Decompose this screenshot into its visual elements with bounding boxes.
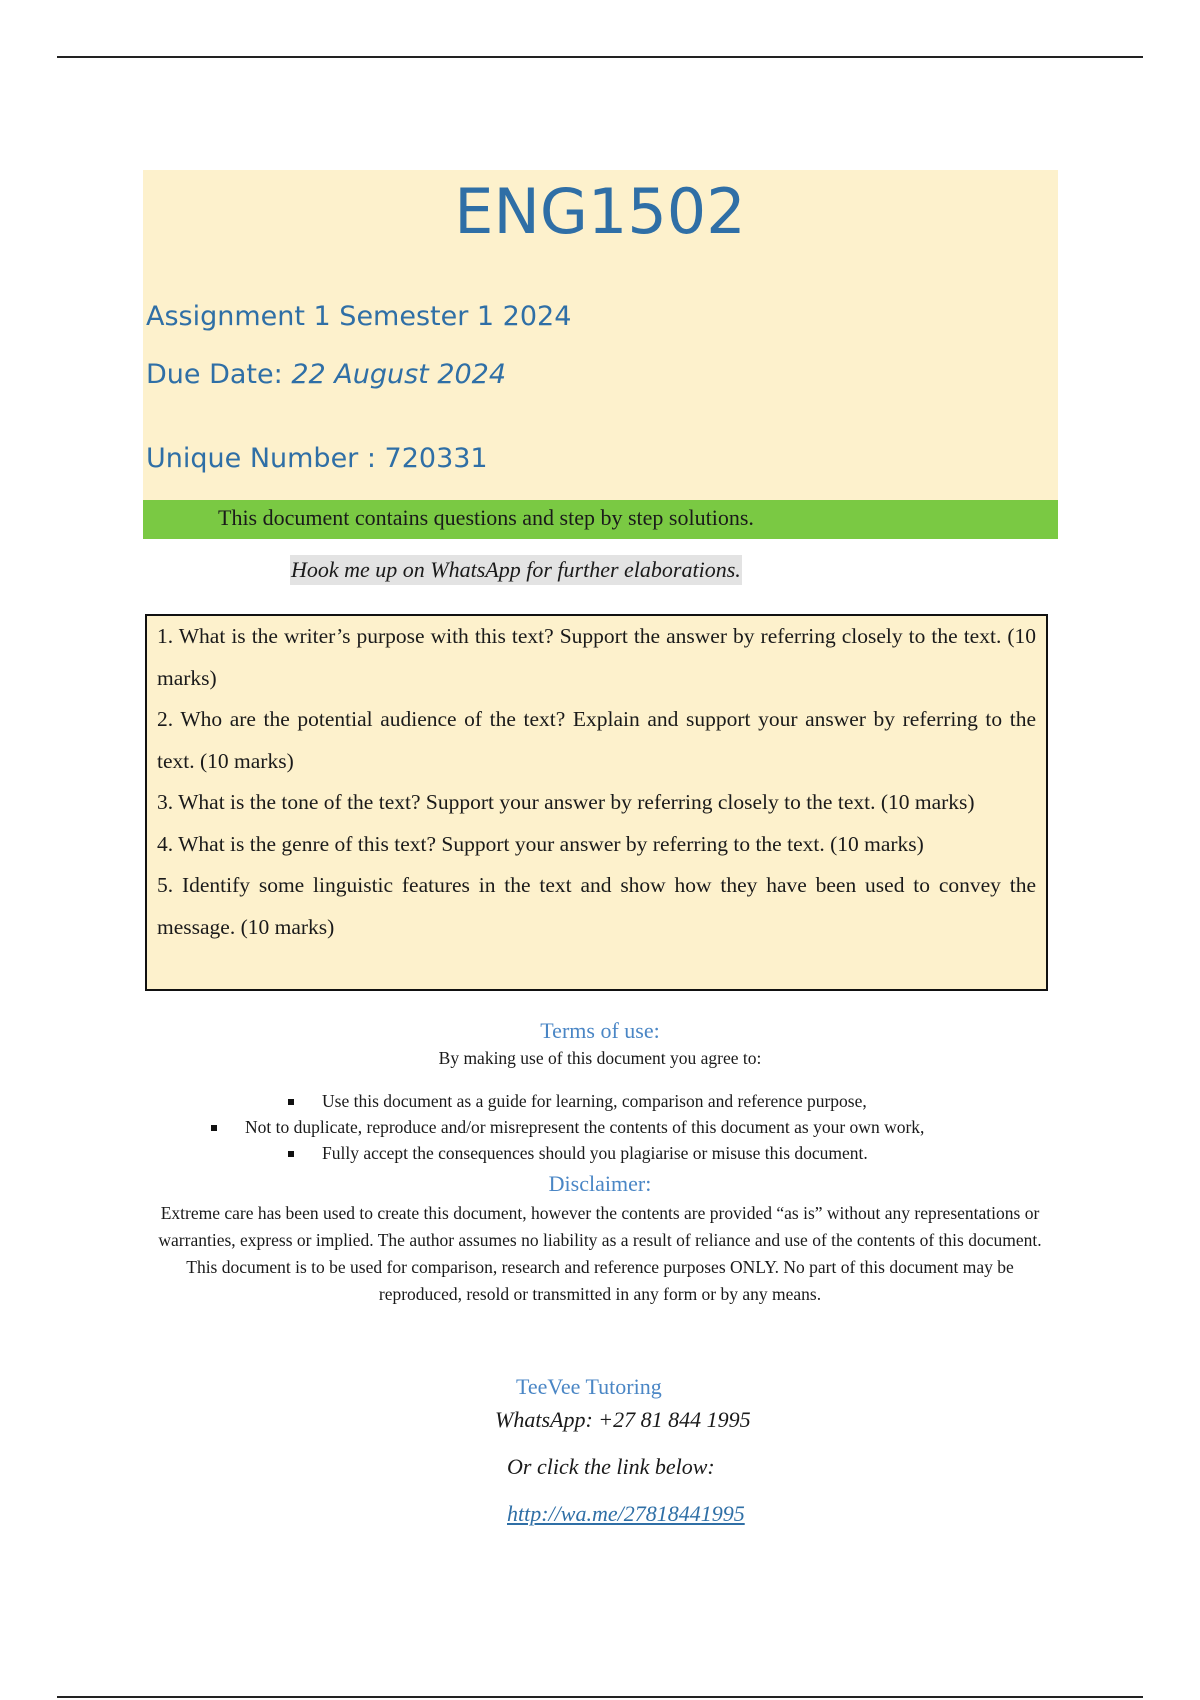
question-item: 5. Identify some linguistic features in the text and show how they have been used to convey the message. (10 marks) xyxy=(157,873,1036,939)
terms-heading: Terms of use: xyxy=(540,1018,660,1043)
square-bullet-icon xyxy=(211,1125,217,1131)
question-item: 2. Who are the potential audience of the text? Explain and support your answer by referring to the text. (10 marks) xyxy=(157,707,1036,773)
question-item: 1. What is the writer’s purpose with this text? Support the answer by referring closely to the text. (10 marks) xyxy=(157,624,1036,690)
course-code-title: ENG1502 xyxy=(454,175,746,248)
bottom-rule xyxy=(57,1696,1143,1698)
whatsapp-note: Hook me up on WhatsApp for further elaborations. xyxy=(290,555,742,585)
top-rule xyxy=(57,56,1143,58)
solutions-banner-text: This document contains questions and step by step solutions. xyxy=(218,505,754,530)
brand-name: TeeVee Tutoring xyxy=(516,1374,662,1399)
terms-bullet-text: Use this document as a guide for learning, comparison and reference purpose, xyxy=(322,1091,867,1111)
assignment-line: Assignment 1 Semester 1 2024 xyxy=(146,301,572,332)
due-date-label: Due Date: xyxy=(146,359,292,390)
disclaimer-heading: Disclaimer: xyxy=(548,1171,652,1196)
due-date-value: 22 August 2024 xyxy=(291,359,507,390)
terms-intro: By making use of this document you agree to: xyxy=(438,1048,762,1068)
terms-bullet-text: Fully accept the consequences should you plagiarise or misuse this document. xyxy=(322,1143,868,1163)
square-bullet-icon xyxy=(288,1099,294,1105)
question-item: 4. What is the genre of this text? Support your answer by referring to the text. (10 marks) xyxy=(157,831,924,856)
question-item: 3. What is the tone of the text? Support your answer by referring closely to the text. (10 marks) xyxy=(157,790,975,814)
square-bullet-icon xyxy=(288,1151,294,1157)
whatsapp-link[interactable]: http://wa.me/27818441995 xyxy=(507,1501,745,1526)
questions-box xyxy=(145,614,1048,991)
due-date-line xyxy=(146,361,506,388)
terms-bullet-text: Not to duplicate, reproduce and/or misrepresent the contents of this document as your own work, xyxy=(245,1117,925,1137)
whatsapp-number: WhatsApp: +27 81 844 1995 xyxy=(495,1407,751,1432)
link-prompt: Or click the link below: xyxy=(507,1454,715,1479)
disclaimer-text: Extreme care has been used to create this document, however the contents are provided “as is” without any representations or warranties, express or implied. The author assumes no liability as a result of reliance and use of the contents of this document. This document is to be used for comparison, research and reference purposes ONLY. No part of this document may be reproduced, resold or transmitted in any form or by any means. xyxy=(158,1203,1042,1304)
unique-number-line: Unique Number : 720331 xyxy=(146,443,488,474)
